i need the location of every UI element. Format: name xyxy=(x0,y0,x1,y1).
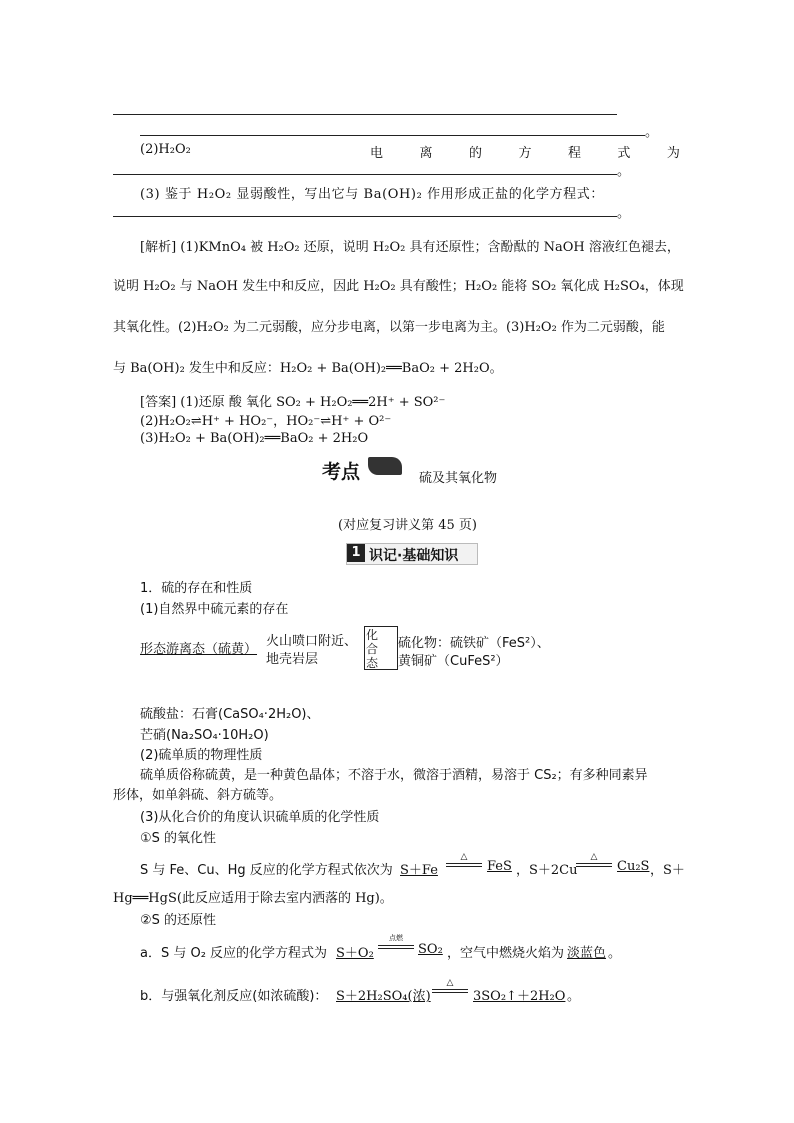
equation-left: S＋Fe xyxy=(400,863,438,878)
answer-blank-line xyxy=(113,114,617,115)
word: 式 xyxy=(617,146,631,161)
answer-line: (3)H₂O₂ + Ba(OH)₂══BaO₂ + 2H₂O xyxy=(140,431,369,446)
sulfide: 硫化物：硫铁矿（FeS²）、 xyxy=(398,636,550,651)
subheading: (2)硫单质的物理性质 xyxy=(140,748,263,763)
analysis-line: 与 Ba(OH)₂ 发生中和反应：H₂O₂ + Ba(OH)₂══BaO₂ + 2H₂O。 xyxy=(113,361,503,376)
free-state: 形态游离态（硫黄） xyxy=(140,642,258,657)
section-number: 1 xyxy=(347,544,365,562)
ignite-label: 点燃 xyxy=(389,934,403,942)
equation-right: 3SO₂↑＋2H₂O xyxy=(473,989,566,1004)
analysis-line: [解析] (1)KMnO₄ 被 H₂O₂ 还原，说明 H₂O₂ 具有还原性；含酚酞的 NaOH 溶液红色褪去， xyxy=(140,240,680,255)
kaodian-topic: 硫及其氧化物 xyxy=(419,471,498,486)
reduction-a-intro: a．S 与 O₂ 反应的化学方程式为 xyxy=(140,946,328,961)
kaodian-label: 考点 xyxy=(322,461,361,483)
word: 为 xyxy=(666,146,680,161)
equation-left: ，S＋2Cu xyxy=(516,863,578,878)
subheading: (1)自然界中硫元素的存在 xyxy=(140,602,289,617)
equation-left: S＋O₂ xyxy=(336,946,374,961)
sulfide: 黄铜矿（CuFeS²） xyxy=(398,654,509,669)
flame-color: 淡蓝色 xyxy=(567,946,607,961)
oxidation-intro: S 与 Fe、Cu、Hg 反应的化学方程式依次为 xyxy=(140,863,393,878)
reduction-b-intro: b．与强氧化剂反应(如浓硫酸)： xyxy=(140,989,328,1004)
ignite-condition-arrow xyxy=(378,934,414,949)
heat-icon: △ xyxy=(590,852,598,862)
h2o2-question xyxy=(140,142,680,161)
oxidation-title: ①S 的氧化性 xyxy=(140,831,217,846)
analysis-line: 说明 H₂O₂ 与 NaOH 发生中和反应，因此 H₂O₂ 具有酸性；H₂O₂ 能将 SO₂ 氧化成 H₂SO₄，体现 xyxy=(113,279,684,294)
period: 。 xyxy=(608,946,622,961)
period: 。 xyxy=(645,125,659,140)
combined-state-char: 合 xyxy=(366,642,379,656)
reduction-title: ②S 的还原性 xyxy=(140,913,217,928)
free-location: 火山喷口附近、 xyxy=(266,634,358,649)
combined-state-char: 态 xyxy=(366,656,379,670)
period: 。 xyxy=(617,206,631,221)
word: 程 xyxy=(567,146,581,161)
word: 的 xyxy=(468,146,482,161)
heading-sulfur: 1．硫的存在和性质 xyxy=(140,581,253,596)
sulfate: 硫酸盐：石膏(CaSO₄·2H₂O)、 xyxy=(140,707,320,722)
physical-property: 形体，如单斜硫、斜方硫等。 xyxy=(113,788,283,803)
answer-line: (2)H₂O₂⇌H⁺ + HO₂⁻，HO₂⁻⇌H⁺ + O²⁻ xyxy=(140,414,392,429)
equation-tail: ，S＋ xyxy=(650,863,685,878)
word: 方 xyxy=(518,146,532,161)
oxidation-line: Hg══HgS(此反应适用于除去室内洒落的 Hg)。 xyxy=(113,891,393,906)
h2o2-label: (2)H₂O₂ xyxy=(140,142,191,157)
heat-condition-arrow xyxy=(446,852,482,867)
physical-property: 硫单质俗称硫黄，是一种黄色晶体；不溶于水，微溶于酒精，易溶于 CS₂；有多种同素异 xyxy=(140,768,648,783)
answer-blank-line xyxy=(113,174,617,175)
heat-condition-arrow xyxy=(576,852,612,867)
equation-right: SO₂ xyxy=(418,942,443,957)
question-3: (3) 鉴于 H₂O₂ 显弱酸性，写出它与 Ba(OH)₂ 作用形成正盐的化学方程式： xyxy=(140,187,604,202)
period: 。 xyxy=(567,989,581,1004)
answer-blank-line xyxy=(113,216,617,217)
subheading: (3)从化合价的角度认识硫单质的化学性质 xyxy=(140,810,380,825)
period: 。 xyxy=(617,164,631,179)
section-title: 识记·基础知识 xyxy=(369,548,459,564)
answer-blank-line xyxy=(140,135,645,136)
answer-line: [答案] (1)还原 酸 氧化 SO₂ + H₂O₂══2H⁺ + SO²⁻ xyxy=(140,395,446,410)
equation-right: FeS xyxy=(487,859,512,874)
equation-right: Cu₂S xyxy=(617,859,650,874)
free-location: 地壳岩层 xyxy=(266,652,319,667)
heat-icon: △ xyxy=(460,852,468,862)
kaodian-tab-icon xyxy=(368,457,402,475)
word: 离 xyxy=(419,146,433,161)
word: 电 xyxy=(370,146,384,161)
analysis-line: 其氧化性。(2)H₂O₂ 为二元弱酸，应分步电离，以第一步电离为主。(3)H₂O₂ 作为二元弱酸，能 xyxy=(113,320,665,335)
page-reference: (对应复习讲义第 45 页) xyxy=(338,518,477,533)
heat-icon: △ xyxy=(446,978,454,988)
heat-condition-arrow xyxy=(432,978,468,993)
sulfate: 芒硝(Na₂SO₄·10H₂O) xyxy=(140,728,269,743)
combined-state-char: 化 xyxy=(366,628,379,642)
flame-text: ，空气中燃烧火焰为 xyxy=(447,946,565,961)
equation-left: S＋2H₂SO₄(浓) xyxy=(336,989,431,1004)
